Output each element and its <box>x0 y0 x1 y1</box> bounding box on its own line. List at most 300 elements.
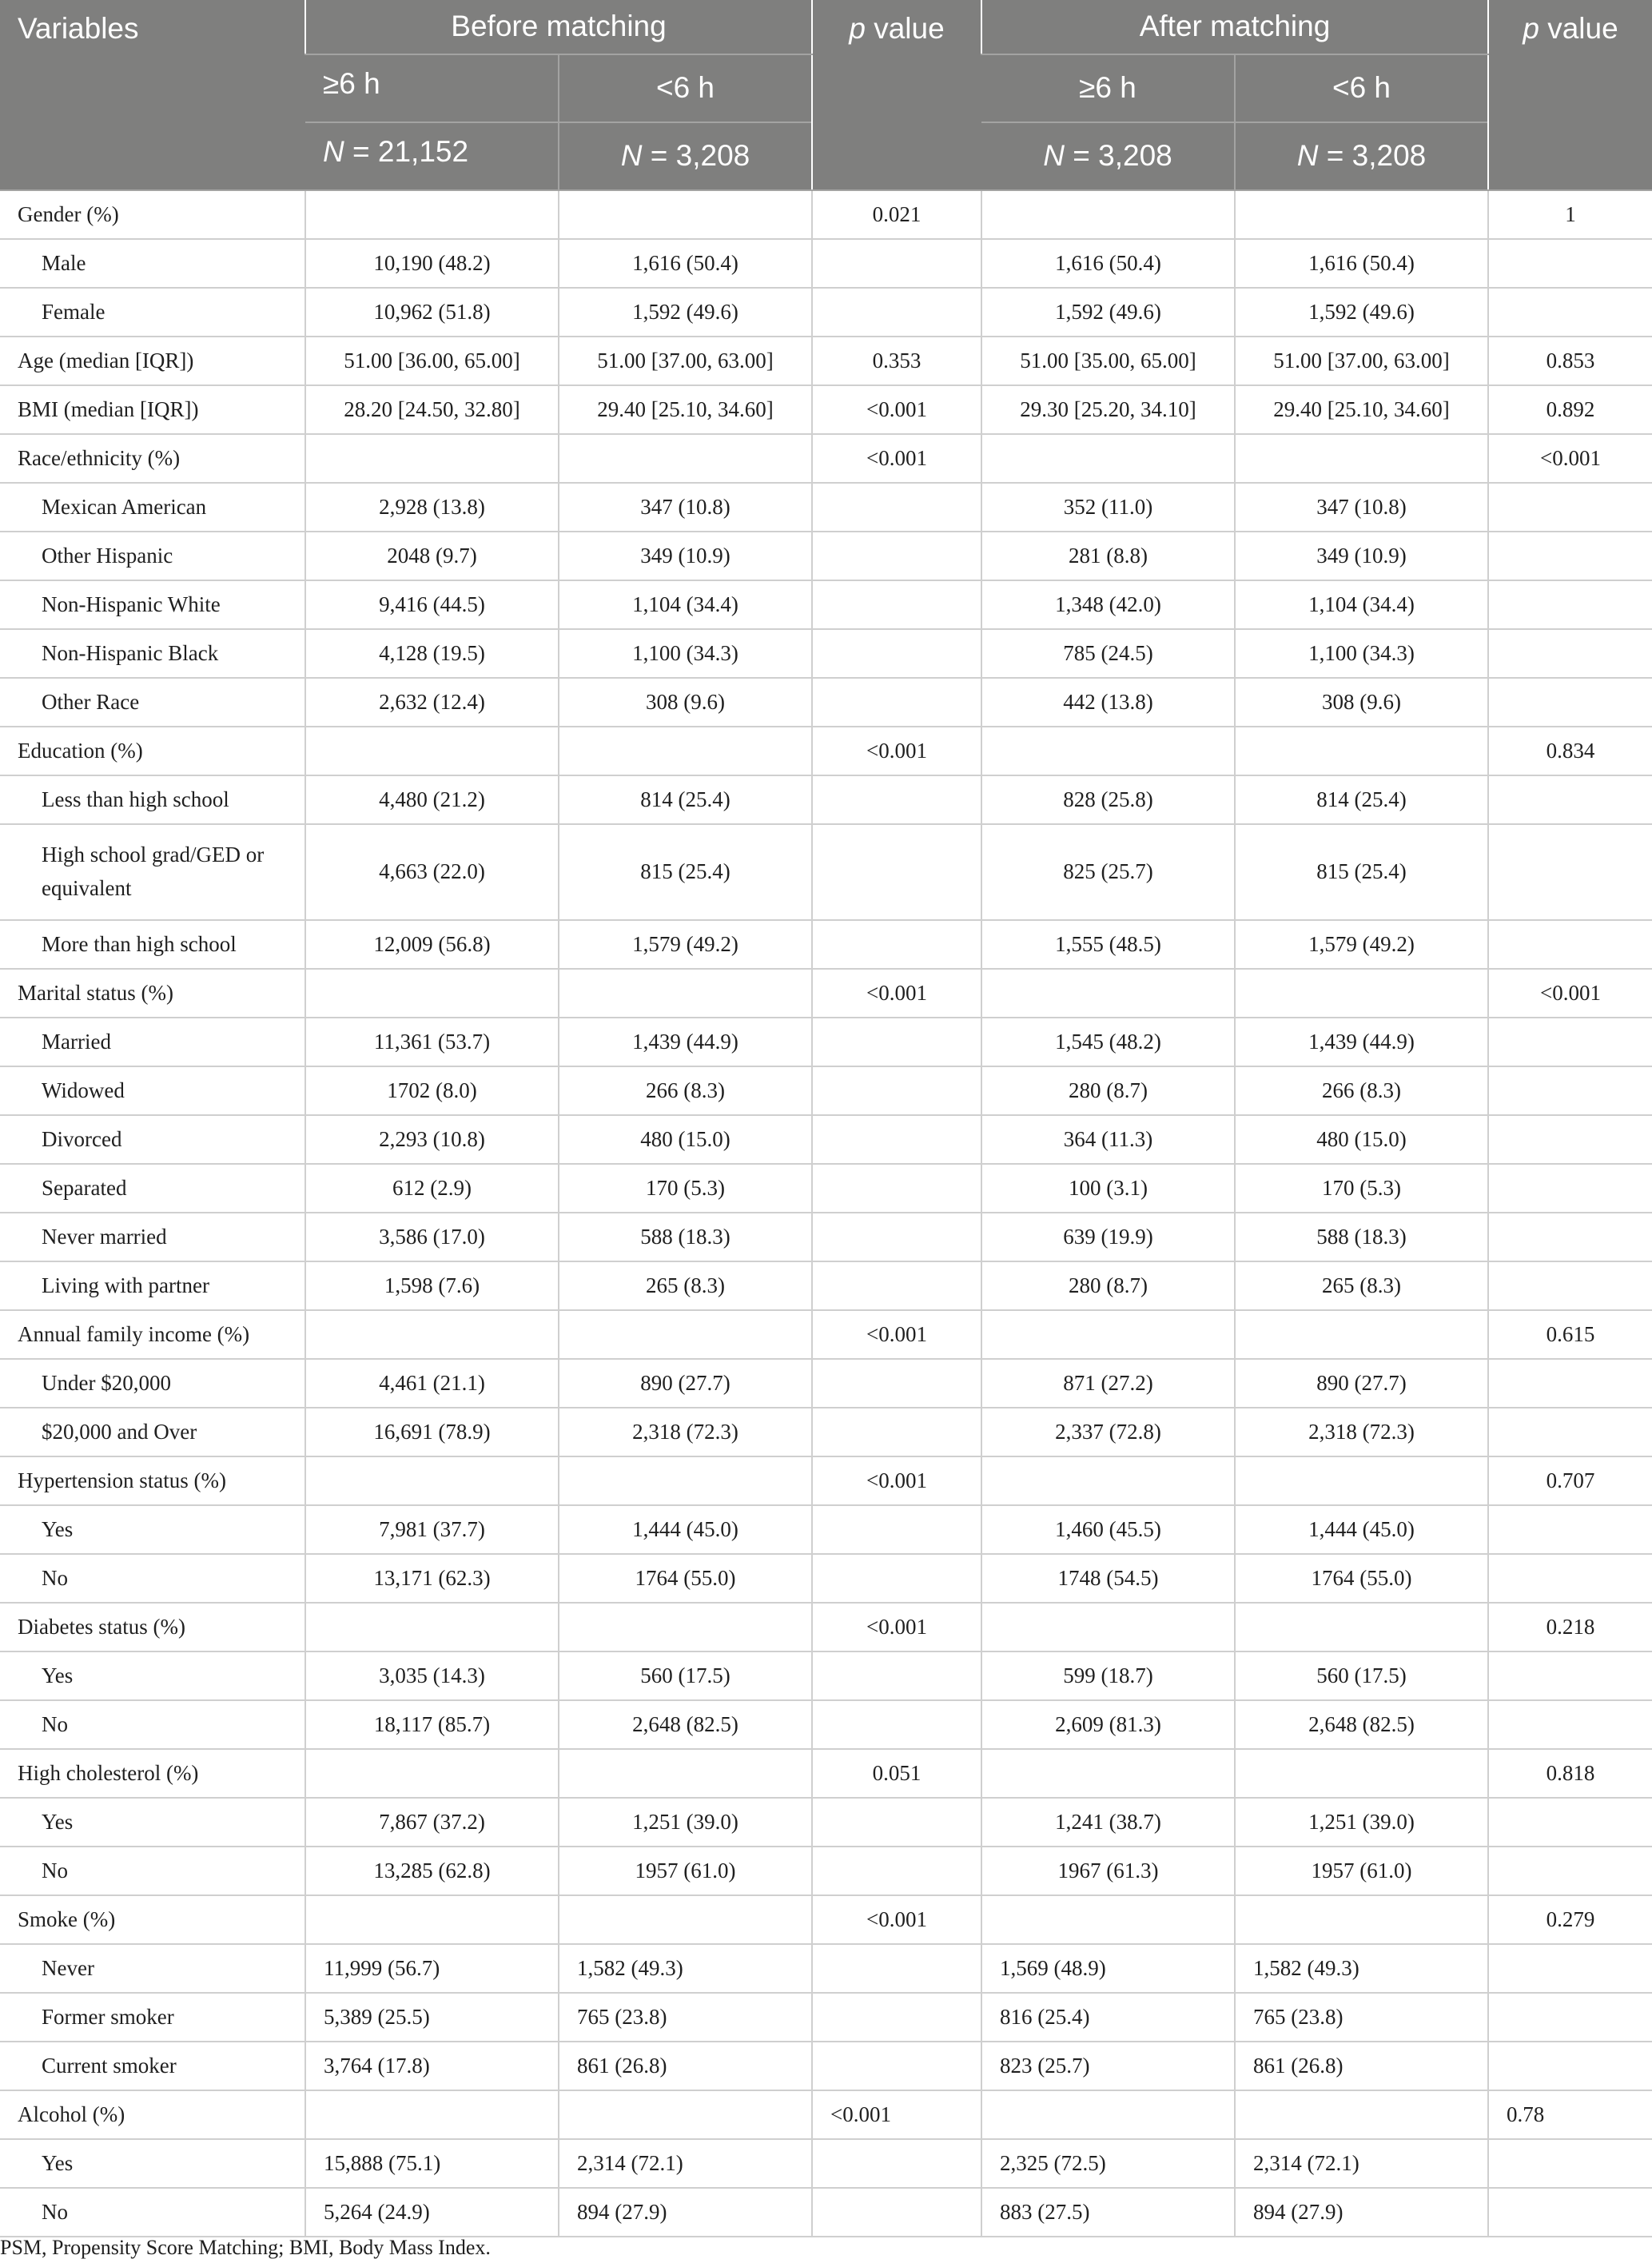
row-label: Divorced <box>0 1115 305 1164</box>
header-variables: Variables <box>0 0 305 190</box>
after-lt6-cell: 29.40 [25.10, 34.60] <box>1235 385 1488 434</box>
before-ge6-cell: 9,416 (44.5) <box>305 580 559 629</box>
before-lt6-cell: 2,648 (82.5) <box>559 1700 812 1749</box>
row-label: Other Hispanic <box>0 532 305 580</box>
row-label: Female <box>0 288 305 337</box>
after-ge6-cell <box>981 1895 1235 1944</box>
row-label: Yes <box>0 1651 305 1700</box>
p-value-after-cell <box>1488 678 1652 727</box>
p-value-before-cell <box>812 775 981 824</box>
row-label: Gender (%) <box>0 190 305 239</box>
before-ge6-cell: 3,764 (17.8) <box>305 2042 559 2090</box>
row-label: No <box>0 1554 305 1603</box>
p-value-before-cell <box>812 678 981 727</box>
before-lt6-cell: 51.00 [37.00, 63.00] <box>559 337 812 385</box>
row-label: $20,000 and Over <box>0 1408 305 1456</box>
after-lt6-cell: 814 (25.4) <box>1235 775 1488 824</box>
p-value-before-cell <box>812 2139 981 2188</box>
p-value-before-cell <box>812 288 981 337</box>
table-row <box>0 1213 1652 1261</box>
p-value-before-cell <box>812 532 981 580</box>
p-value-after-cell <box>1488 1066 1652 1115</box>
row-label: Diabetes status (%) <box>0 1603 305 1651</box>
row-label: Less than high school <box>0 775 305 824</box>
after-lt6-cell <box>1235 190 1488 239</box>
after-lt6-cell: 1957 (61.0) <box>1235 1847 1488 1895</box>
after-ge6-cell <box>981 1456 1235 1505</box>
p-value-before-cell <box>812 1164 981 1213</box>
before-lt6-cell <box>559 1310 812 1359</box>
before-lt6-cell: 2,318 (72.3) <box>559 1408 812 1456</box>
after-ge6-cell: 1,241 (38.7) <box>981 1798 1235 1847</box>
after-lt6-cell: 265 (8.3) <box>1235 1261 1488 1310</box>
before-lt6-cell: 1764 (55.0) <box>559 1554 812 1603</box>
after-ge6-cell: 1,555 (48.5) <box>981 920 1235 969</box>
before-ge6-cell: 16,691 (78.9) <box>305 1408 559 1456</box>
before-ge6-cell <box>305 1310 559 1359</box>
after-lt6-cell: 1,100 (34.3) <box>1235 629 1488 678</box>
table-row <box>0 2042 1652 2090</box>
p-value-before-cell: <0.001 <box>812 1895 981 1944</box>
after-ge6-cell: 1,545 (48.2) <box>981 1018 1235 1066</box>
table-row <box>0 1847 1652 1895</box>
row-label: Annual family income (%) <box>0 1310 305 1359</box>
before-ge6-cell <box>305 434 559 483</box>
table-row <box>0 1164 1652 1213</box>
after-ge6-cell: 599 (18.7) <box>981 1651 1235 1700</box>
p-value-before-cell <box>812 1408 981 1456</box>
before-lt6-cell: 480 (15.0) <box>559 1115 812 1164</box>
before-lt6-cell <box>559 2090 812 2139</box>
before-ge6-cell: 2,632 (12.4) <box>305 678 559 727</box>
table-row <box>0 483 1652 532</box>
before-lt6-cell <box>559 1456 812 1505</box>
after-ge6-cell: 1748 (54.5) <box>981 1554 1235 1603</box>
before-ge6-cell <box>305 1456 559 1505</box>
table-row <box>0 190 1652 239</box>
after-lt6-cell: 861 (26.8) <box>1235 2042 1488 2090</box>
p-value-before-cell <box>812 1018 981 1066</box>
after-ge6-cell <box>981 969 1235 1018</box>
after-ge6-cell <box>981 727 1235 775</box>
before-ge6-cell: 1702 (8.0) <box>305 1066 559 1115</box>
p-value-before-cell <box>812 2188 981 2237</box>
before-lt6-cell: 347 (10.8) <box>559 483 812 532</box>
table-row <box>0 1603 1652 1651</box>
after-lt6-cell: 2,318 (72.3) <box>1235 1408 1488 1456</box>
before-ge6-cell <box>305 969 559 1018</box>
row-label: Smoke (%) <box>0 1895 305 1944</box>
before-lt6-cell: 861 (26.8) <box>559 2042 812 2090</box>
p-value-after-cell <box>1488 1651 1652 1700</box>
after-ge6-cell: 100 (3.1) <box>981 1164 1235 1213</box>
after-ge6-cell: 1,348 (42.0) <box>981 580 1235 629</box>
after-lt6-cell: 815 (25.4) <box>1235 824 1488 920</box>
before-lt6-cell: 1,251 (39.0) <box>559 1798 812 1847</box>
p-value-after-cell: 0.615 <box>1488 1310 1652 1359</box>
row-label: No <box>0 2188 305 2237</box>
table-row <box>0 629 1652 678</box>
header-after-matching: After matching <box>981 0 1488 54</box>
table-row <box>0 1066 1652 1115</box>
row-label: Living with partner <box>0 1261 305 1310</box>
after-ge6-cell: 883 (27.5) <box>981 2188 1235 2237</box>
p-value-before-cell: <0.001 <box>812 434 981 483</box>
p-value-before-cell: 0.353 <box>812 337 981 385</box>
row-label: Separated <box>0 1164 305 1213</box>
after-ge6-cell <box>981 1749 1235 1798</box>
row-label: Yes <box>0 1505 305 1554</box>
after-ge6-cell: 1,592 (49.6) <box>981 288 1235 337</box>
row-label: Under $20,000 <box>0 1359 305 1408</box>
table-row <box>0 1310 1652 1359</box>
p-value-before-cell: <0.001 <box>812 969 981 1018</box>
before-lt6-cell: 765 (23.8) <box>559 1993 812 2042</box>
after-lt6-cell <box>1235 434 1488 483</box>
after-ge6-cell: 785 (24.5) <box>981 629 1235 678</box>
table-row <box>0 434 1652 483</box>
table-row <box>0 1115 1652 1164</box>
p-value-before-cell <box>812 1505 981 1554</box>
table-row <box>0 1554 1652 1603</box>
table-row <box>0 2090 1652 2139</box>
after-ge6-cell: 2,325 (72.5) <box>981 2139 1235 2188</box>
after-ge6-cell: 352 (11.0) <box>981 483 1235 532</box>
table-row <box>0 824 1652 920</box>
p-value-after-cell <box>1488 1359 1652 1408</box>
after-lt6-cell: 480 (15.0) <box>1235 1115 1488 1164</box>
after-lt6-cell: 1764 (55.0) <box>1235 1554 1488 1603</box>
after-lt6-cell: 1,592 (49.6) <box>1235 288 1488 337</box>
before-ge6-cell: 4,461 (21.1) <box>305 1359 559 1408</box>
p-value-before-cell <box>812 1115 981 1164</box>
table-row <box>0 532 1652 580</box>
before-lt6-cell: 1957 (61.0) <box>559 1847 812 1895</box>
after-lt6-cell <box>1235 727 1488 775</box>
p-value-after-cell: <0.001 <box>1488 969 1652 1018</box>
p-value-after-cell <box>1488 580 1652 629</box>
p-value-before-cell <box>812 920 981 969</box>
after-ge6-cell: 871 (27.2) <box>981 1359 1235 1408</box>
before-ge6-cell <box>305 727 559 775</box>
header-before-ge6-n: N = 21,152 <box>305 122 559 190</box>
after-ge6-cell: 2,337 (72.8) <box>981 1408 1235 1456</box>
p-value-after-cell: 0.834 <box>1488 727 1652 775</box>
after-lt6-cell: 765 (23.8) <box>1235 1993 1488 2042</box>
table-row <box>0 1944 1652 1993</box>
p-value-before-cell: 0.051 <box>812 1749 981 1798</box>
before-lt6-cell: 349 (10.9) <box>559 532 812 580</box>
before-lt6-cell <box>559 1749 812 1798</box>
p-value-after-cell <box>1488 2188 1652 2237</box>
after-lt6-cell: 1,616 (50.4) <box>1235 239 1488 288</box>
table-row <box>0 1261 1652 1310</box>
p-value-before-cell <box>812 483 981 532</box>
before-lt6-cell: 1,439 (44.9) <box>559 1018 812 1066</box>
before-ge6-cell: 7,981 (37.7) <box>305 1505 559 1554</box>
table-row <box>0 727 1652 775</box>
p-value-after-cell <box>1488 1993 1652 2042</box>
row-label: Never married <box>0 1213 305 1261</box>
after-ge6-cell: 280 (8.7) <box>981 1066 1235 1115</box>
row-label: Current smoker <box>0 2042 305 2090</box>
row-label: BMI (median [IQR]) <box>0 385 305 434</box>
table-row <box>0 1456 1652 1505</box>
after-lt6-cell <box>1235 1895 1488 1944</box>
before-ge6-cell: 13,285 (62.8) <box>305 1847 559 1895</box>
row-label: Yes <box>0 1798 305 1847</box>
row-label: Non-Hispanic Black <box>0 629 305 678</box>
row-label: Mexican American <box>0 483 305 532</box>
p-value-after-cell <box>1488 1261 1652 1310</box>
before-lt6-cell <box>559 1603 812 1651</box>
after-lt6-cell: 890 (27.7) <box>1235 1359 1488 1408</box>
before-ge6-cell: 1,598 (7.6) <box>305 1261 559 1310</box>
after-lt6-cell <box>1235 2090 1488 2139</box>
p-value-before-cell <box>812 1261 981 1310</box>
after-lt6-cell <box>1235 969 1488 1018</box>
table-row <box>0 1505 1652 1554</box>
before-ge6-cell: 4,480 (21.2) <box>305 775 559 824</box>
table-row <box>0 1651 1652 1700</box>
table-row <box>0 385 1652 434</box>
table-row <box>0 1749 1652 1798</box>
table-row <box>0 1408 1652 1456</box>
before-ge6-cell: 13,171 (62.3) <box>305 1554 559 1603</box>
after-lt6-cell: 894 (27.9) <box>1235 2188 1488 2237</box>
p-value-after-cell <box>1488 2042 1652 2090</box>
table-row <box>0 1993 1652 2042</box>
before-lt6-cell: 560 (17.5) <box>559 1651 812 1700</box>
after-ge6-cell: 281 (8.8) <box>981 532 1235 580</box>
row-label: Other Race <box>0 678 305 727</box>
p-value-before-cell: <0.001 <box>812 1310 981 1359</box>
table-row <box>0 775 1652 824</box>
after-ge6-cell: 1,460 (45.5) <box>981 1505 1235 1554</box>
row-label: Education (%) <box>0 727 305 775</box>
p-value-before-cell <box>812 1993 981 2042</box>
p-value-before-cell: <0.001 <box>812 727 981 775</box>
after-lt6-cell: 1,579 (49.2) <box>1235 920 1488 969</box>
after-ge6-cell: 280 (8.7) <box>981 1261 1235 1310</box>
after-lt6-cell: 1,444 (45.0) <box>1235 1505 1488 1554</box>
p-value-after-cell: 0.853 <box>1488 337 1652 385</box>
after-ge6-cell: 823 (25.7) <box>981 2042 1235 2090</box>
after-lt6-cell: 1,104 (34.4) <box>1235 580 1488 629</box>
table-row <box>0 1700 1652 1749</box>
before-ge6-cell <box>305 190 559 239</box>
after-ge6-cell: 1,616 (50.4) <box>981 239 1235 288</box>
after-ge6-cell: 816 (25.4) <box>981 1993 1235 2042</box>
before-lt6-cell <box>559 969 812 1018</box>
after-lt6-cell <box>1235 1310 1488 1359</box>
p-value-before-cell <box>812 1359 981 1408</box>
after-lt6-cell: 349 (10.9) <box>1235 532 1488 580</box>
table-row <box>0 239 1652 288</box>
table-row <box>0 288 1652 337</box>
table-row <box>0 1018 1652 1066</box>
row-label: High school grad/GED or equivalent <box>0 824 305 920</box>
after-ge6-cell: 1,569 (48.9) <box>981 1944 1235 1993</box>
p-value-before-cell: <0.001 <box>812 2090 981 2139</box>
before-ge6-cell: 11,361 (53.7) <box>305 1018 559 1066</box>
before-ge6-cell: 2,293 (10.8) <box>305 1115 559 1164</box>
after-ge6-cell <box>981 1310 1235 1359</box>
before-ge6-cell: 5,389 (25.5) <box>305 1993 559 2042</box>
p-value-before-cell <box>812 1213 981 1261</box>
row-label: Race/ethnicity (%) <box>0 434 305 483</box>
before-lt6-cell: 1,579 (49.2) <box>559 920 812 969</box>
p-value-after-cell <box>1488 532 1652 580</box>
p-value-after-cell: 0.818 <box>1488 1749 1652 1798</box>
before-ge6-cell: 4,128 (19.5) <box>305 629 559 678</box>
after-lt6-cell: 266 (8.3) <box>1235 1066 1488 1115</box>
before-ge6-cell: 12,009 (56.8) <box>305 920 559 969</box>
before-ge6-cell: 612 (2.9) <box>305 1164 559 1213</box>
before-lt6-cell: 265 (8.3) <box>559 1261 812 1310</box>
after-lt6-cell: 170 (5.3) <box>1235 1164 1488 1213</box>
before-lt6-cell: 2,314 (72.1) <box>559 2139 812 2188</box>
p-value-before-cell <box>812 1554 981 1603</box>
p-value-after-cell <box>1488 239 1652 288</box>
p-value-after-cell <box>1488 1018 1652 1066</box>
after-lt6-cell: 1,439 (44.9) <box>1235 1018 1488 1066</box>
p-value-after-cell <box>1488 1115 1652 1164</box>
p-value-after-cell <box>1488 1554 1652 1603</box>
p-value-after-cell <box>1488 824 1652 920</box>
before-ge6-cell: 2,928 (13.8) <box>305 483 559 532</box>
p-value-after-cell <box>1488 1944 1652 1993</box>
before-ge6-cell: 18,117 (85.7) <box>305 1700 559 1749</box>
before-lt6-cell: 890 (27.7) <box>559 1359 812 1408</box>
header-after-lt6: <6 h <box>1235 54 1488 122</box>
p-value-before-cell: <0.001 <box>812 1456 981 1505</box>
header-after-ge6-n: N = 3,208 <box>981 122 1235 190</box>
before-ge6-cell <box>305 1749 559 1798</box>
row-label: Hypertension status (%) <box>0 1456 305 1505</box>
after-ge6-cell: 1967 (61.3) <box>981 1847 1235 1895</box>
p-value-after-cell <box>1488 483 1652 532</box>
after-ge6-cell: 29.30 [25.20, 34.10] <box>981 385 1235 434</box>
row-label: Former smoker <box>0 1993 305 2042</box>
p-value-after-cell <box>1488 1798 1652 1847</box>
after-lt6-cell: 560 (17.5) <box>1235 1651 1488 1700</box>
p-value-before-cell <box>812 824 981 920</box>
after-ge6-cell <box>981 434 1235 483</box>
before-lt6-cell: 1,100 (34.3) <box>559 629 812 678</box>
before-lt6-cell: 894 (27.9) <box>559 2188 812 2237</box>
p-value-before-cell <box>812 580 981 629</box>
p-value-before-cell <box>812 239 981 288</box>
table-row <box>0 580 1652 629</box>
row-label: Married <box>0 1018 305 1066</box>
row-label: Never <box>0 1944 305 1993</box>
row-label: Non-Hispanic White <box>0 580 305 629</box>
p-value-before-cell <box>812 1944 981 1993</box>
p-value-before-cell <box>812 1651 981 1700</box>
before-ge6-cell: 2048 (9.7) <box>305 532 559 580</box>
after-ge6-cell: 639 (19.9) <box>981 1213 1235 1261</box>
table-row <box>0 337 1652 385</box>
row-label: Marital status (%) <box>0 969 305 1018</box>
table-row <box>0 1359 1652 1408</box>
p-value-before-cell <box>812 1847 981 1895</box>
before-lt6-cell <box>559 190 812 239</box>
p-value-after-cell <box>1488 2139 1652 2188</box>
table-body <box>0 190 1652 2237</box>
p-value-after-cell <box>1488 1213 1652 1261</box>
p-value-after-cell: 1 <box>1488 190 1652 239</box>
before-lt6-cell: 308 (9.6) <box>559 678 812 727</box>
row-label: Male <box>0 239 305 288</box>
table-row <box>0 2139 1652 2188</box>
header-p-value-after: p value <box>1488 0 1652 190</box>
after-lt6-cell: 588 (18.3) <box>1235 1213 1488 1261</box>
p-value-after-cell <box>1488 1505 1652 1554</box>
p-value-before-cell <box>812 1798 981 1847</box>
header-after-ge6: ≥6 h <box>981 54 1235 122</box>
before-lt6-cell <box>559 434 812 483</box>
row-label: No <box>0 1700 305 1749</box>
after-lt6-cell: 1,251 (39.0) <box>1235 1798 1488 1847</box>
p-value-before-cell <box>812 629 981 678</box>
row-label: Yes <box>0 2139 305 2188</box>
after-lt6-cell: 2,648 (82.5) <box>1235 1700 1488 1749</box>
before-ge6-cell <box>305 1895 559 1944</box>
header-before-lt6-n: N = 3,208 <box>559 122 812 190</box>
header-p-value-before: p value <box>812 0 981 190</box>
before-lt6-cell: 170 (5.3) <box>559 1164 812 1213</box>
p-value-before-cell <box>812 1066 981 1115</box>
after-lt6-cell: 308 (9.6) <box>1235 678 1488 727</box>
before-lt6-cell: 1,616 (50.4) <box>559 239 812 288</box>
p-value-before-cell: 0.021 <box>812 190 981 239</box>
before-ge6-cell: 10,190 (48.2) <box>305 239 559 288</box>
header-before-ge6: ≥6 h <box>305 54 559 122</box>
before-ge6-cell: 3,586 (17.0) <box>305 1213 559 1261</box>
before-lt6-cell: 814 (25.4) <box>559 775 812 824</box>
after-lt6-cell <box>1235 1603 1488 1651</box>
p-value-after-cell <box>1488 775 1652 824</box>
after-ge6-cell: 2,609 (81.3) <box>981 1700 1235 1749</box>
after-lt6-cell <box>1235 1456 1488 1505</box>
before-lt6-cell: 815 (25.4) <box>559 824 812 920</box>
before-ge6-cell: 3,035 (14.3) <box>305 1651 559 1700</box>
header-before-matching: Before matching <box>305 0 812 54</box>
before-ge6-cell: 5,264 (24.9) <box>305 2188 559 2237</box>
table-row <box>0 1895 1652 1944</box>
after-ge6-cell <box>981 1603 1235 1651</box>
table-row <box>0 1798 1652 1847</box>
row-label: More than high school <box>0 920 305 969</box>
p-value-after-cell: <0.001 <box>1488 434 1652 483</box>
row-label: No <box>0 1847 305 1895</box>
before-lt6-cell: 588 (18.3) <box>559 1213 812 1261</box>
after-ge6-cell: 828 (25.8) <box>981 775 1235 824</box>
after-lt6-cell: 51.00 [37.00, 63.00] <box>1235 337 1488 385</box>
p-value-after-cell: 0.279 <box>1488 1895 1652 1944</box>
table-footnote: PSM, Propensity Score Matching; BMI, Body Mass Index. <box>0 2236 491 2259</box>
before-ge6-cell: 7,867 (37.2) <box>305 1798 559 1847</box>
after-ge6-cell: 364 (11.3) <box>981 1115 1235 1164</box>
before-lt6-cell: 1,582 (49.3) <box>559 1944 812 1993</box>
header-after-lt6-n: N = 3,208 <box>1235 122 1488 190</box>
row-label: Age (median [IQR]) <box>0 337 305 385</box>
table-row <box>0 969 1652 1018</box>
p-value-after-cell <box>1488 920 1652 969</box>
p-value-after-cell <box>1488 629 1652 678</box>
p-value-after-cell <box>1488 288 1652 337</box>
